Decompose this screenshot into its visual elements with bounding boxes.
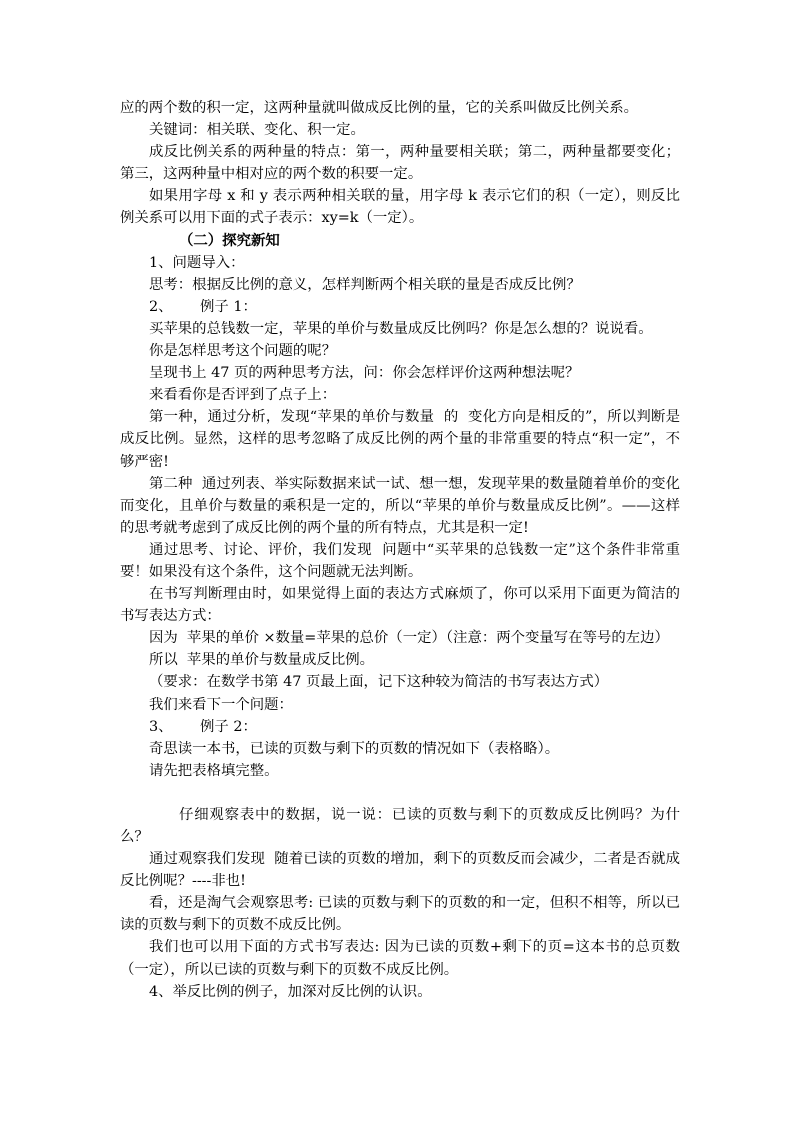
paragraph-fill-table: 请先把表格填完整。 [149,762,279,779]
paragraph-example-2: 奇思读一本书，已读的页数与剩下的页数的情况如下（表格略）。 [149,740,560,757]
paragraph-observe-table: 仔细观察表中的数据，说一说：已读的页数与剩下的页数成反比例吗？为什么？ [120,806,680,845]
paragraph-question-intro: 1、问题导入： [149,254,245,271]
paragraph-characteristics: 成反比例关系的两种量的特点：第一，两种量要相关联；第二，两种量都要变化；第三，这两种量中相对应的两个数的积要一定。 [120,144,680,183]
paragraph-requirement: （要求：在数学书第 47 页最上面，记下这种较为简洁的书写表达方式） [149,674,609,691]
paragraph-method-1: 第一种，通过分析，发现“苹果的单价与数量 的 变化方向是相反的”，所以判断是成反比例。显然，这样的思考忽略了成反比例的两个量的非常重要的特点“积一定”，不够严密! [120,409,680,470]
paragraph-how-think: 你是怎样思考这个问题的呢？ [149,343,337,360]
paragraph-next-question: 我们来看下一个问题： [149,696,293,713]
paragraph-therefore: 所以 苹果的单价与数量成反比例。 [149,652,375,669]
paragraph-formula: 如果用字母 x 和 y 表示两种相关联的量，用字母 k 表示它们的积（一定），则反比例关系可以用下面的式子表示：xy=k（一定）。 [120,188,680,227]
paragraph-two-methods: 呈现书上 47 页的两种思考方法，问：你会怎样评价这两种想法呢？ [149,365,580,382]
blank-line [120,782,680,804]
paragraph-keywords: 关键词：相关联、变化、积一定。 [149,122,365,139]
paragraph-because: 因为 苹果的单价 ×数量=苹果的总价（一定）（注意：两个变量写在等号的左边） [149,630,669,647]
paragraph-example-1: 买苹果的总钱数一定，苹果的单价与数量成反比例吗？你是怎么想的？说说看。 [149,320,653,337]
document-body [120,97,680,1003]
paragraph-naughty-observes: 看，还是淘气会观察思考: 已读的页数与剩下的页数的和一定，但积不相等，所以已读的页数与剩下的页数不成反比例。 [120,895,680,934]
paragraph-observation: 通过观察我们发现 随着已读的页数的增加，剩下的页数反而会减少，二者是否就成反比例呢？----非也! [120,851,680,890]
paragraph-method-2: 第二种 通过列表、举实际数据来试一试、想一想，发现苹果的数量随着单价的变化而变化，且单价与数量的乘积是一定的，所以“苹果的单价与数量成反比例”。——这样的思考就考虑到了成反比例的两个量的所有特点，尤其是积一定! [120,475,680,536]
paragraph-discussion: 通过思考、讨论、评价，我们发现 问题中“买苹果的总钱数一定”这个条件非常重要！如果没有这个条件，这个问题就无法判断。 [120,541,680,580]
paragraph-give-examples: 4、举反比例的例子，加深对反比例的认识。 [149,983,432,1000]
paragraph-writing-reason: 在书写判断理由时，如果觉得上面的表达方式麻烦了，你可以采用下面更为简洁的书写表达方式： [120,586,680,625]
paragraph-example-2-label: 3、 例子 2： [149,718,257,735]
paragraph-alternative-expression: 我们也可以用下面的方式书写表达: 因为已读的页数+剩下的页=这本书的总页数（一定），所以已读的页数与剩下的页数不成反比例。 [120,939,680,978]
paragraph-think: 思考：根据反比例的意义，怎样判断两个相关联的量是否成反比例？ [149,276,581,293]
paragraph-example-1-label: 2、 例子 1： [149,298,257,315]
paragraph-reverse-ratio-definition: 应的两个数的积一定，这两种量就叫做成反比例的量，它的关系叫做反比例关系。 [120,100,639,116]
paragraph-check: 来看看你是否评到了点子上： [149,387,337,404]
section-heading-explore: （二）探究新知 [179,231,280,249]
